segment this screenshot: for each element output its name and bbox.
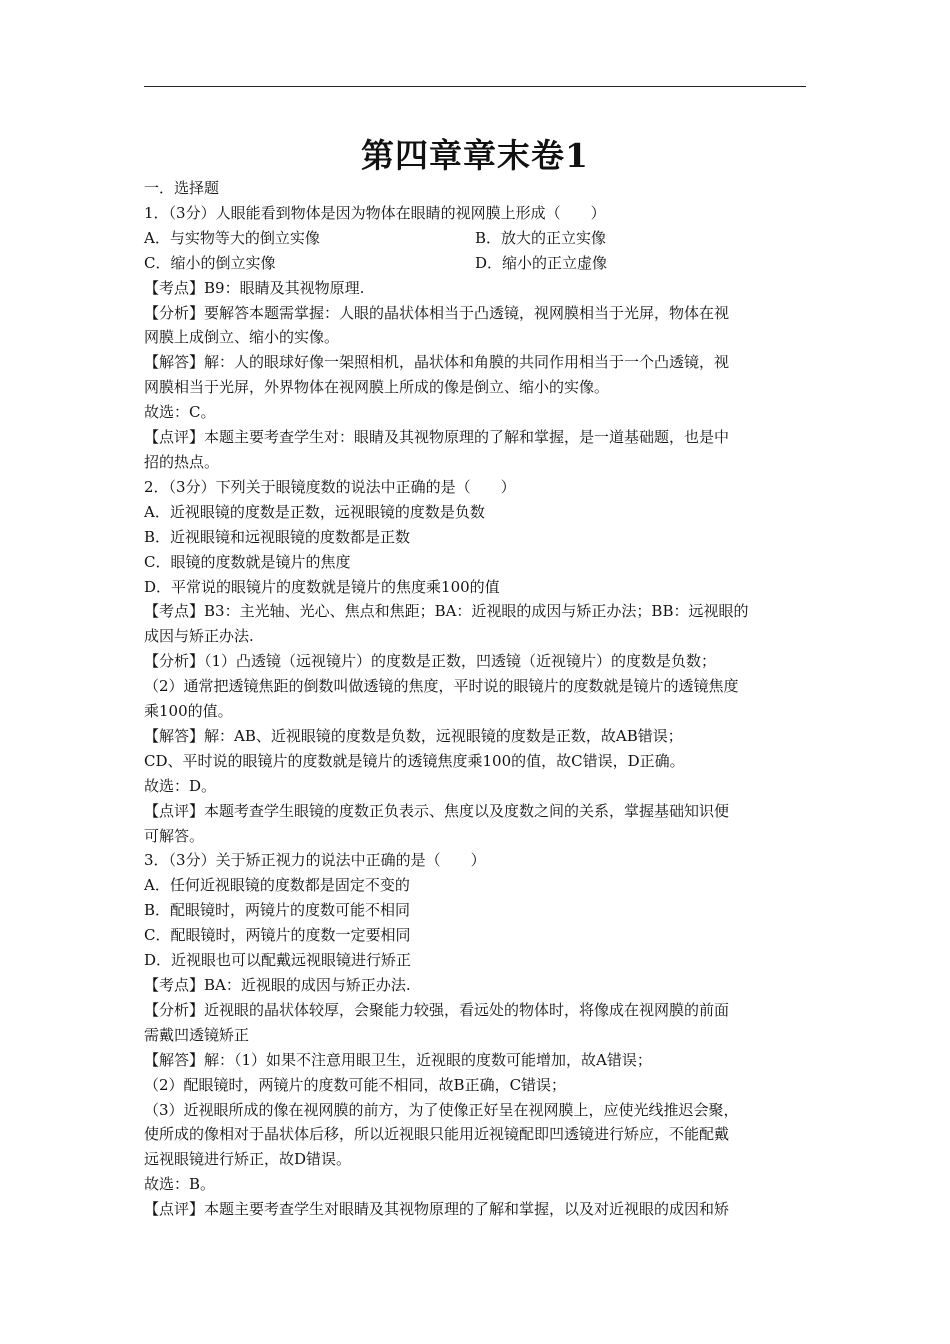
q1-option-b: B．放大的正立实像 xyxy=(475,228,607,247)
q3-jieda-4: 使所成的像相对于晶状体后移，所以近视眼只能用近视镜配即凹透镜进行矫应，不能配戴 xyxy=(144,1125,730,1144)
header-rule xyxy=(144,86,806,87)
q1-jieda-2: 网膜相当于光屏，外界物体在视网膜上所成的像是倒立、缩小的实像。 xyxy=(144,378,610,397)
q2-jieda-1: 【解答】解：AB、近视眼镜的度数是负数，远视眼镜的度数是正数，故AB错误； xyxy=(144,726,683,745)
q2-option-a: A．近视眼镜的度数是正数，远视眼镜的度数是负数 xyxy=(144,502,485,521)
q3-jieda-5: 远视眼镜进行矫正，故D错误。 xyxy=(144,1150,352,1169)
q2-option-b: B．近视眼镜和远视眼镜的度数都是正数 xyxy=(144,527,411,546)
q1-option-d: D．缩小的正立虚像 xyxy=(475,253,608,272)
q3-answer: 故选：B。 xyxy=(144,1175,216,1194)
q2-answer: 故选：D。 xyxy=(144,776,217,795)
q2-option-d: D．平常说的眼镜片的度数就是镜片的焦度乘100的值 xyxy=(144,577,500,596)
q3-option-b: B．配眼镜时，两镜片的度数可能不相同 xyxy=(144,901,411,920)
document-body xyxy=(144,176,806,1222)
page-title: 第四章章末卷1 xyxy=(361,136,589,175)
q3-dianping-1: 【点评】本题主要考查学生对眼睛及其视物原理的了解和掌握，以及对近视眼的成因和矫 xyxy=(144,1200,730,1219)
section-heading: 一．选择题 xyxy=(144,179,220,197)
q2-fenxi-2: （2）通常把透镜焦距的倒数叫做透镜的焦度，平时说的眼镜片的度数就是镜片的透镜焦度 xyxy=(144,677,739,696)
q1-options-row1 xyxy=(144,226,806,251)
q3-option-a: A．任何近视眼镜的度数都是固定不变的 xyxy=(144,876,410,895)
q2-fenxi-3: 乘100的值。 xyxy=(144,702,233,721)
q3-jieda-3: （3）近视眼所成的像在视网膜的前方，为了使像正好呈在视网膜上，应使光线推迟会聚， xyxy=(144,1100,739,1119)
q1-option-a: A．与实物等大的倒立实像 xyxy=(144,228,320,247)
q1-dianping-2: 招的热点。 xyxy=(144,452,220,471)
q1-fenxi-2: 网膜上成倒立、缩小的实像。 xyxy=(144,328,340,347)
q2-dianping-2: 可解答。 xyxy=(144,826,205,845)
q3-fenxi-1: 【分析】近视眼的晶状体较厚，会聚能力较强，看远处的物体时，将像成在视网膜的前面 xyxy=(144,1000,730,1019)
q1-answer: 故选：C。 xyxy=(144,403,216,422)
q3-option-d: D．近视眼也可以配戴远视眼镜进行矫正 xyxy=(144,951,412,970)
q3-fenxi-2: 需戴凹透镜矫正 xyxy=(144,1025,250,1044)
q2-kaodian-2: 成因与矫正办法. xyxy=(144,627,254,646)
q1-kaodian: 【考点】B9：眼睛及其视物原理. xyxy=(144,278,365,297)
q2-fenxi-1: 【分析】（1）凸透镜（远视镜片）的度数是正数，凹透镜（近视镜片）的度数是负数； xyxy=(144,652,717,671)
q2-jieda-2: CD、平时说的眼镜片的度数就是镜片的透镜焦度乘100的值，故C错误，D正确。 xyxy=(144,751,685,770)
q2-stem: 2．（3分）下列关于眼镜度数的说法中正确的是（ ） xyxy=(144,477,516,496)
q1-dianping-1: 【点评】本题主要考查学生对：眼睛及其视物原理的了解和掌握，是一道基础题，也是中 xyxy=(144,428,730,447)
q2-kaodian-1: 【考点】B3：主光轴、光心、焦点和焦距；BA：近视眼的成因与矫正办法；BB：远视眼的 xyxy=(144,602,749,621)
q3-stem: 3．（3分）关于矫正视力的说法中正确的是（ ） xyxy=(144,851,486,870)
q1-options-row2 xyxy=(144,251,806,276)
q1-fenxi-1: 【分析】要解答本题需掌握：人眼的晶状体相当于凸透镜，视网膜相当于光屏，物体在视 xyxy=(144,303,730,322)
q3-kaodian: 【考点】BA：近视眼的成因与矫正办法. xyxy=(144,976,411,994)
q1-stem: 1．（3分）人眼能看到物体是因为物体在眼睛的视网膜上形成（ ） xyxy=(144,203,606,222)
q2-dianping-1: 【点评】本题考查学生眼镜的度数正负表示、焦度以及度数之间的关系，掌握基础知识便 xyxy=(144,801,730,820)
q3-option-c: C．配眼镜时，两镜片的度数一定要相同 xyxy=(144,926,411,945)
q2-option-c: C．眼镜的度数就是镜片的焦度 xyxy=(144,552,351,571)
q1-jieda-1: 【解答】解：人的眼球好像一架照相机，晶状体和角膜的共同作用相当于一个凸透镜，视 xyxy=(144,353,730,372)
q3-jieda-1: 【解答】解：（1）如果不注意用眼卫生，近视眼的度数可能增加，故A错误； xyxy=(144,1050,652,1069)
q1-option-c: C．缩小的倒立实像 xyxy=(144,253,276,272)
q3-jieda-2: （2）配眼镜时，两镜片的度数可能不相同，故B正确，C错误； xyxy=(144,1075,567,1094)
